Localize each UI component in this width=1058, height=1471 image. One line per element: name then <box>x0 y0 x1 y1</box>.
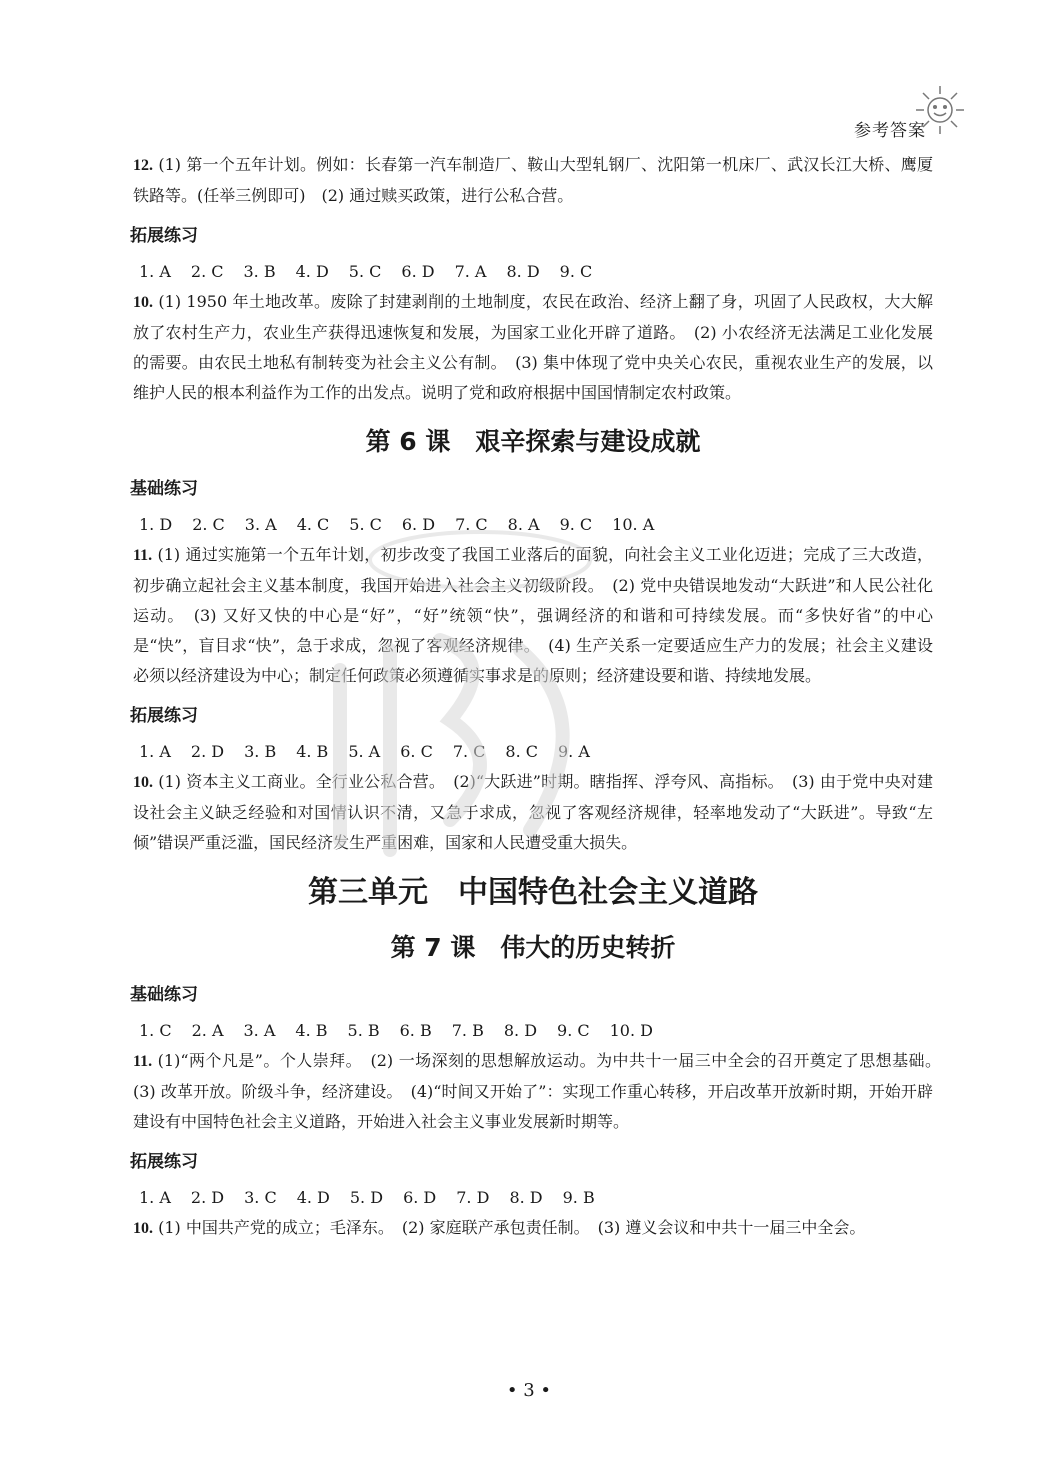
choice-answer: 5. C <box>349 515 382 534</box>
choice-answer: 9. C <box>559 515 593 534</box>
answer-content <box>130 150 950 1248</box>
choice-answer: 8. D <box>509 1188 543 1207</box>
choice-answer: 2. C <box>192 515 225 534</box>
question-10 <box>133 287 933 408</box>
header-title: 参考答案 <box>854 121 926 141</box>
question-number: 10. <box>133 1220 153 1237</box>
choice-answer: 1. A <box>139 1188 171 1207</box>
choice-answers <box>139 1183 933 1213</box>
choice-answer: 9. B <box>562 1188 595 1207</box>
question-10 <box>133 1213 933 1244</box>
choice-answer: 7. C <box>452 742 486 761</box>
lesson-title: 第 7 课 伟大的历史转折 <box>390 933 676 962</box>
sun-icon <box>914 84 966 136</box>
question-number: 11. <box>133 547 153 564</box>
answer-text: (1) 资本主义工商业。全行业公私合营。 (2)“大跃进”时期。瞎指挥、浮夸风、高指标。 (3) 由于党中央对建设社会主义缺乏经验和对国情认识不清，又急于求成，忽视了客观经济规律，轻率地发动了“大跃进”。导致“左倾”错误严重泛滥，国民经济发生严重困难，国家和人民遭受重大损失。 <box>133 772 933 852</box>
page-header <box>758 84 958 144</box>
question-number: 12. <box>133 157 153 174</box>
choice-answer: 1. C <box>139 1021 172 1040</box>
question-number: 10. <box>133 774 153 791</box>
choice-answer: 6. C <box>400 742 433 761</box>
section-label: 拓展练习 <box>130 1152 198 1172</box>
choice-answer: 6. D <box>401 515 436 534</box>
choice-answer: 3. A <box>243 1021 276 1040</box>
choice-answer: 9. C <box>557 1021 590 1040</box>
choice-answers <box>139 257 933 287</box>
answer-text: (1)“两个凡是”。个人崇拜。 (2) 一场深刻的思想解放运动。为中共十一届三中全会的召开奠定了思想基础。 (3) 改革开放。阶级斗争，经济建设。 (4)“时间又开始了”：实现工作重心转移，开启改革开放新时期，开始开辟建设有中国特色社会主义道路，开始进入社会主义事业发展新时期等。 <box>133 1051 950 1131</box>
answer-text: (1) 中国共产党的成立；毛泽东。 (2) 家庭联产承包责任制。 (3) 遵义会议和中共十一届三中全会。 <box>158 1218 866 1237</box>
question-11 <box>133 1046 950 1137</box>
choice-answer: 6. D <box>403 1188 437 1207</box>
choice-answer: 4. D <box>295 262 329 281</box>
choice-answer: 5. A <box>348 742 381 761</box>
choice-answer: 9. C <box>559 262 593 281</box>
question-number: 11. <box>133 1053 153 1070</box>
choice-answer: 2. A <box>191 1021 224 1040</box>
choice-answer: 2. D <box>190 742 225 761</box>
choice-answer: 10. A <box>612 515 655 534</box>
choice-answer: 5. C <box>348 262 382 281</box>
choice-answer: 5. D <box>349 1188 384 1207</box>
choice-answers <box>139 737 933 767</box>
choice-answer: 2. C <box>190 262 224 281</box>
choice-answer: 1. A <box>139 262 171 281</box>
section-label: 拓展练习 <box>130 706 198 726</box>
choice-answer: 1. D <box>139 515 173 534</box>
answer-text: (1) 1950 年土地改革。废除了封建剥削的土地制度，农民在政治、经济上翻了身，巩固了人民政权，大大解放了农村生产力，农业生产获得迅速恢复和发展，为国家工业化开辟了道路。 (2) 小农经济无法满足工业化发展的需要。由农民土地私有制转变为社会主义公有制。 (3) 集中体现了党中央关心农民，重视农业生产的发展，以维护人民的根本利益作为工作的出发点。说明了党和政府根据中国国情制定农村政策。 <box>133 292 933 402</box>
choice-answer: 8. D <box>506 262 540 281</box>
choice-answer: 3. A <box>244 515 277 534</box>
question-10 <box>133 767 933 858</box>
choice-answer: 10. D <box>609 1021 653 1040</box>
choice-answer: 4. B <box>295 1021 328 1040</box>
choice-answer: 7. A <box>454 262 487 281</box>
choice-answer: 7. C <box>455 515 488 534</box>
choice-answer: 5. B <box>347 1021 380 1040</box>
answer-text: (1) 通过实施第一个五年计划，初步改变了我国工业落后的面貌，向社会主义工业化迈进；完成了三大改造，初步确立起社会主义基本制度，我国开始进入社会主义初级阶段。 (2) 党中央错误地发动“大跃进”和人民公社化运动。 (3) 又好又快的中心是“好”，“好”统领“快”，强调经济的和谐和可持续发展。而“多快好省”的中心是“快”，盲目求“快”，急于求成，忽视了客观经济规律。 (4) 生产关系一定要适应生产力的发展；社会主义建设必须以经济建设为中心；制定任何政策必须遵循实事求是的原则；经济建设要和谐、持续地发展。 <box>133 545 933 685</box>
choice-answer: 2. D <box>190 1188 225 1207</box>
answer-text: (1) 第一个五年计划。例如：长春第一汽车制造厂、鞍山大型轧钢厂、沈阳第一机床厂、武汉长江大桥、鹰厦铁路等。(任举三例即可) (2) 通过赎买政策，进行公私合营。 <box>133 155 933 205</box>
section-label: 基础练习 <box>130 479 198 499</box>
choice-answer: 3. B <box>244 742 277 761</box>
choice-answer: 6. B <box>399 1021 432 1040</box>
choice-answer: 4. C <box>296 515 330 534</box>
choice-answer: 3. C <box>244 1188 277 1207</box>
unit-title: 第三单元 中国特色社会主义道路 <box>308 875 758 910</box>
page-number: • 3 • <box>506 1380 552 1401</box>
choice-answer: 1. A <box>139 742 171 761</box>
question-11 <box>133 540 933 691</box>
choice-answer: 8. D <box>503 1021 538 1040</box>
section-label: 拓展练习 <box>130 226 198 246</box>
choice-answer: 7. D <box>456 1188 490 1207</box>
question-12 <box>133 150 933 211</box>
section-label: 基础练习 <box>130 985 198 1005</box>
choice-answers <box>139 1016 933 1046</box>
choice-answers <box>139 510 933 540</box>
choice-answer: 3. B <box>243 262 276 281</box>
question-number: 10. <box>133 294 153 311</box>
choice-answer: 8. C <box>505 742 538 761</box>
choice-answer: 9. A <box>558 742 590 761</box>
choice-answer: 8. A <box>507 515 540 534</box>
choice-answer: 6. D <box>401 262 435 281</box>
choice-answer: 4. B <box>296 742 329 761</box>
lesson-title: 第 6 课 艰辛探索与建设成就 <box>365 427 701 456</box>
choice-answer: 7. B <box>451 1021 484 1040</box>
choice-answer: 4. D <box>296 1188 330 1207</box>
